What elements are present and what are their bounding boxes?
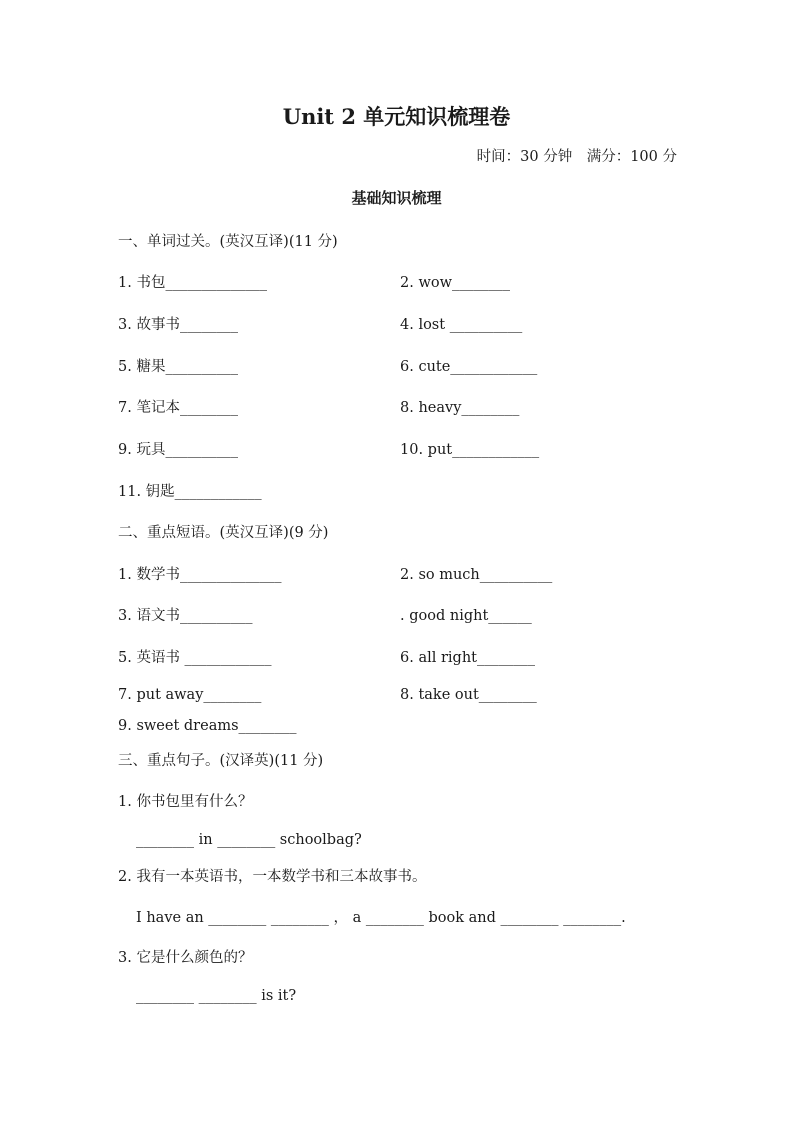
sentence-question-2: 2. 我有一本英语书，一本数学书和三本故事书。: [118, 869, 427, 885]
phrase-item-7: 7. put away________: [118, 687, 262, 703]
phrase-item-8: 8. take out________: [400, 687, 537, 703]
phrase-item-5: 5. 英语书 ____________: [118, 650, 272, 666]
vocab-item-11: 11. 钥匙____________: [118, 484, 262, 500]
phrase-item-1: 1. 数学书______________: [118, 567, 282, 583]
page-title: Unit 2 单元知识梳理卷: [282, 104, 511, 129]
vocab-item-6: 6. cute____________: [400, 359, 538, 375]
sentence-answer-3: ________ ________ is it?: [136, 988, 297, 1004]
sentence-question-3: 3. 它是什么颜色的？: [118, 950, 253, 966]
section-group-title: 基础知识梳理: [351, 189, 442, 207]
phrase-item-3: 3. 语文书__________: [118, 608, 253, 624]
section-heading-vocabulary: 一、单词过关。(英汉互译)(11 分): [118, 234, 338, 250]
vocab-item-7: 7. 笔记本________: [118, 400, 238, 416]
phrase-item-9: 9. sweet dreams________: [118, 718, 297, 734]
section-heading-sentences: 三、重点句子。(汉译英)(11 分): [118, 753, 324, 769]
section-heading-phrases: 二、重点短语。(英汉互译)(9 分): [118, 525, 329, 541]
phrase-item-2: 2. so much__________: [400, 567, 553, 583]
sentence-answer-1: ________ in ________ schoolbag?: [136, 832, 362, 848]
vocab-item-10: 10. put____________: [400, 442, 540, 458]
vocab-item-9: 9. 玩具__________: [118, 442, 238, 458]
phrase-item-6: 6. all right________: [400, 650, 535, 666]
vocab-item-3: 3. 故事书________: [118, 317, 238, 333]
time-score-info: 时间：30 分钟 满分：100 分: [476, 149, 677, 165]
vocab-item-5: 5. 糖果__________: [118, 359, 238, 375]
vocab-item-4: 4. lost __________: [400, 317, 523, 333]
sentence-question-1: 1. 你书包里有什么？: [118, 794, 253, 810]
vocab-item-8: 8. heavy________: [400, 400, 520, 416]
vocab-item-1: 1. 书包______________: [118, 275, 267, 291]
phrase-item-4: . good night______: [400, 608, 532, 624]
vocab-item-2: 2. wow________: [400, 275, 510, 291]
sentence-answer-2: I have an ________ ________ ， a ________ book and ________ ________.: [136, 910, 626, 926]
